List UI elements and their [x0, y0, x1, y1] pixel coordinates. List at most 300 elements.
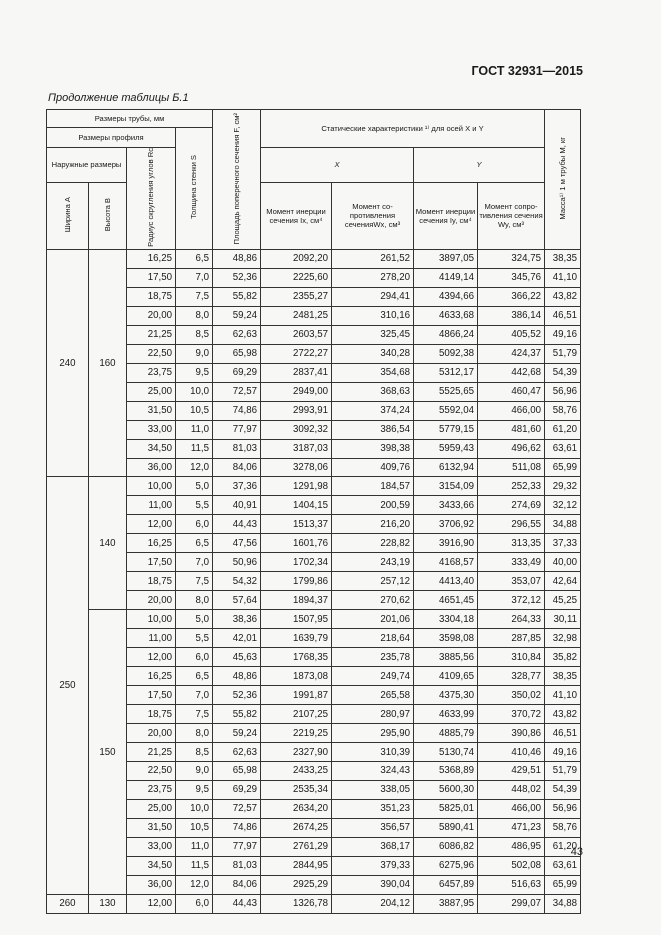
wall-cell: 6,0 — [176, 648, 213, 667]
radius-cell: 36,00 — [127, 458, 176, 477]
wall-cell: 6,0 — [176, 515, 213, 534]
wx-cell: 356,57 — [332, 818, 414, 837]
wall-cell: 5,0 — [176, 477, 213, 496]
header-wy: Момент сопро-тивления сечения Wy, см³ — [478, 182, 545, 249]
iy-cell: 5825,01 — [414, 799, 478, 818]
wy-cell: 424,37 — [478, 344, 545, 363]
table-row — [47, 363, 581, 382]
radius-cell: 21,25 — [127, 743, 176, 762]
wall-cell: 8,0 — [176, 591, 213, 610]
wall-cell: 9,0 — [176, 344, 213, 363]
mass-cell: 56,96 — [545, 799, 581, 818]
radius-cell: 25,00 — [127, 799, 176, 818]
table-row — [47, 837, 581, 856]
radius-cell: 17,50 — [127, 686, 176, 705]
ix-cell: 2993,91 — [261, 401, 332, 420]
document-code: ГОСТ 32931—2015 — [471, 64, 583, 78]
wall-cell: 7,0 — [176, 686, 213, 705]
wx-cell: 265,58 — [332, 686, 414, 705]
ix-cell: 1873,08 — [261, 667, 332, 686]
radius-cell: 18,75 — [127, 705, 176, 724]
radius-cell: 17,50 — [127, 268, 176, 287]
ix-cell: 2722,27 — [261, 344, 332, 363]
mass-cell: 61,20 — [545, 420, 581, 439]
table-row — [47, 553, 581, 572]
wx-cell: 338,05 — [332, 780, 414, 799]
wall-cell: 12,0 — [176, 875, 213, 894]
wy-cell: 313,35 — [478, 534, 545, 553]
ix-cell: 3187,03 — [261, 439, 332, 458]
mass-cell: 58,76 — [545, 818, 581, 837]
mass-cell: 43,82 — [545, 287, 581, 306]
wall-cell: 5,0 — [176, 610, 213, 629]
wy-cell: 429,51 — [478, 762, 545, 781]
radius-cell: 12,00 — [127, 894, 176, 913]
ix-cell: 1326,78 — [261, 894, 332, 913]
wy-cell: 516,63 — [478, 875, 545, 894]
mass-cell: 65,99 — [545, 875, 581, 894]
table-row — [47, 667, 581, 686]
wx-cell: 235,78 — [332, 648, 414, 667]
wx-cell: 294,41 — [332, 287, 414, 306]
table-row — [47, 705, 581, 724]
mass-cell: 38,35 — [545, 249, 581, 268]
wy-cell: 502,08 — [478, 856, 545, 875]
mass-cell: 54,39 — [545, 363, 581, 382]
area-cell: 45,63 — [213, 648, 261, 667]
iy-cell: 5592,04 — [414, 401, 478, 420]
wx-cell: 354,68 — [332, 363, 414, 382]
table-row — [47, 458, 581, 477]
mass-cell: 49,16 — [545, 743, 581, 762]
area-cell: 84,06 — [213, 458, 261, 477]
mass-cell: 63,61 — [545, 439, 581, 458]
wy-cell: 299,07 — [478, 894, 545, 913]
iy-cell: 4866,24 — [414, 325, 478, 344]
iy-cell: 6086,82 — [414, 837, 478, 856]
header-static: Статические характеристики ¹⁾ для осей X и Y — [261, 110, 545, 148]
wall-cell: 11,0 — [176, 837, 213, 856]
iy-cell: 4375,30 — [414, 686, 478, 705]
wall-cell: 10,5 — [176, 818, 213, 837]
wx-cell: 249,74 — [332, 667, 414, 686]
ix-cell: 2219,25 — [261, 724, 332, 743]
header-pipe-dims: Размеры трубы, мм — [47, 110, 213, 128]
wall-cell: 10,5 — [176, 401, 213, 420]
wy-cell: 296,55 — [478, 515, 545, 534]
iy-cell: 3706,92 — [414, 515, 478, 534]
table-row — [47, 780, 581, 799]
wy-cell: 264,33 — [478, 610, 545, 629]
radius-cell: 22,50 — [127, 344, 176, 363]
wy-cell: 372,12 — [478, 591, 545, 610]
wy-cell: 448,02 — [478, 780, 545, 799]
area-cell: 57,64 — [213, 591, 261, 610]
mass-cell: 61,20 — [545, 837, 581, 856]
wy-cell: 511,08 — [478, 458, 545, 477]
area-cell: 52,36 — [213, 686, 261, 705]
iy-cell: 3887,95 — [414, 894, 478, 913]
area-cell: 55,82 — [213, 287, 261, 306]
area-cell: 47,56 — [213, 534, 261, 553]
area-cell: 48,86 — [213, 667, 261, 686]
radius-cell: 31,50 — [127, 401, 176, 420]
radius-cell: 12,00 — [127, 515, 176, 534]
ix-cell: 2925,29 — [261, 875, 332, 894]
wx-cell: 204,12 — [332, 894, 414, 913]
height-b-cell: 150 — [89, 610, 127, 895]
ix-cell: 1404,15 — [261, 496, 332, 515]
wx-cell: 324,43 — [332, 762, 414, 781]
wy-cell: 466,00 — [478, 401, 545, 420]
wy-cell: 366,22 — [478, 287, 545, 306]
area-cell: 77,97 — [213, 420, 261, 439]
iy-cell: 3154,09 — [414, 477, 478, 496]
wy-cell: 486,95 — [478, 837, 545, 856]
wall-cell: 9,5 — [176, 363, 213, 382]
header-outer-dims: Наружные размеры — [47, 147, 127, 182]
wall-cell: 9,0 — [176, 762, 213, 781]
wx-cell: 310,16 — [332, 306, 414, 325]
area-cell: 72,57 — [213, 382, 261, 401]
iy-cell: 3885,56 — [414, 648, 478, 667]
area-cell: 62,63 — [213, 325, 261, 344]
iy-cell: 5525,65 — [414, 382, 478, 401]
table-row — [47, 534, 581, 553]
header-ix: Момент инерции сечения Ix, см⁴ — [261, 182, 332, 249]
wx-cell: 243,19 — [332, 553, 414, 572]
iy-cell: 5130,74 — [414, 743, 478, 762]
area-cell: 72,57 — [213, 799, 261, 818]
wx-cell: 409,76 — [332, 458, 414, 477]
wy-cell: 496,62 — [478, 439, 545, 458]
wx-cell: 261,52 — [332, 249, 414, 268]
iy-cell: 5600,30 — [414, 780, 478, 799]
iy-cell: 5779,15 — [414, 420, 478, 439]
header-mass: Масса¹⁾ 1 м трубы M, кг — [545, 110, 581, 250]
area-cell: 50,96 — [213, 553, 261, 572]
mass-cell: 34,88 — [545, 894, 581, 913]
radius-cell: 11,00 — [127, 496, 176, 515]
wall-cell: 6,5 — [176, 667, 213, 686]
table-row — [47, 762, 581, 781]
iy-cell: 5092,38 — [414, 344, 478, 363]
mass-cell: 51,79 — [545, 344, 581, 363]
area-cell: 69,29 — [213, 780, 261, 799]
mass-cell: 42,64 — [545, 572, 581, 591]
table-row — [47, 268, 581, 287]
header-radius: Радиус скругления углов Rc — [127, 147, 176, 249]
wx-cell: 216,20 — [332, 515, 414, 534]
area-cell: 48,86 — [213, 249, 261, 268]
table-row — [47, 496, 581, 515]
wy-cell: 252,33 — [478, 477, 545, 496]
wall-cell: 8,5 — [176, 743, 213, 762]
mass-cell: 29,32 — [545, 477, 581, 496]
table-row — [47, 724, 581, 743]
wx-cell: 374,24 — [332, 401, 414, 420]
wy-cell: 460,47 — [478, 382, 545, 401]
radius-cell: 16,25 — [127, 249, 176, 268]
wall-cell: 10,0 — [176, 799, 213, 818]
ix-cell: 2355,27 — [261, 287, 332, 306]
mass-cell: 51,79 — [545, 762, 581, 781]
radius-cell: 12,00 — [127, 648, 176, 667]
mass-cell: 56,96 — [545, 382, 581, 401]
table-row — [47, 818, 581, 837]
header-width: Ширина A — [47, 182, 89, 249]
iy-cell: 4651,45 — [414, 591, 478, 610]
wall-cell: 11,0 — [176, 420, 213, 439]
area-cell: 55,82 — [213, 705, 261, 724]
wy-cell: 350,02 — [478, 686, 545, 705]
wx-cell: 270,62 — [332, 591, 414, 610]
table-row — [47, 686, 581, 705]
wx-cell: 200,59 — [332, 496, 414, 515]
mass-cell: 41,10 — [545, 686, 581, 705]
iy-cell: 4394,66 — [414, 287, 478, 306]
mass-cell: 35,82 — [545, 648, 581, 667]
area-cell: 74,86 — [213, 818, 261, 837]
iy-cell: 5368,89 — [414, 762, 478, 781]
table-row — [47, 249, 581, 268]
pipe-dimensions-table — [46, 109, 581, 914]
area-cell: 59,24 — [213, 724, 261, 743]
header-wall: Толщина стенки S — [176, 128, 213, 250]
ix-cell: 1639,79 — [261, 629, 332, 648]
iy-cell: 6457,89 — [414, 875, 478, 894]
ix-cell: 1291,98 — [261, 477, 332, 496]
table-row — [47, 894, 581, 913]
iy-cell: 3598,08 — [414, 629, 478, 648]
iy-cell: 4149,14 — [414, 268, 478, 287]
wx-cell: 228,82 — [332, 534, 414, 553]
mass-cell: 46,51 — [545, 306, 581, 325]
wall-cell: 5,5 — [176, 496, 213, 515]
area-cell: 74,86 — [213, 401, 261, 420]
radius-cell: 33,00 — [127, 837, 176, 856]
wx-cell: 368,17 — [332, 837, 414, 856]
radius-cell: 21,25 — [127, 325, 176, 344]
header-iy: Момент инерции сечения Iy, см⁴ — [414, 182, 478, 249]
radius-cell: 18,75 — [127, 572, 176, 591]
table-row — [47, 610, 581, 629]
table-row — [47, 287, 581, 306]
area-cell: 69,29 — [213, 363, 261, 382]
radius-cell: 33,00 — [127, 420, 176, 439]
header-axis-y: Y — [414, 147, 545, 182]
wall-cell: 8,0 — [176, 306, 213, 325]
wy-cell: 386,14 — [478, 306, 545, 325]
iy-cell: 3897,05 — [414, 249, 478, 268]
iy-cell: 6275,96 — [414, 856, 478, 875]
mass-cell: 45,25 — [545, 591, 581, 610]
wx-cell: 310,39 — [332, 743, 414, 762]
width-a-cell: 260 — [47, 894, 89, 913]
header-area: Площадь поперечного сечения F, см² — [213, 110, 261, 250]
radius-cell: 10,00 — [127, 477, 176, 496]
area-cell: 44,43 — [213, 515, 261, 534]
iy-cell: 3916,90 — [414, 534, 478, 553]
area-cell: 81,03 — [213, 439, 261, 458]
ix-cell: 1768,35 — [261, 648, 332, 667]
table-row — [47, 743, 581, 762]
radius-cell: 36,00 — [127, 875, 176, 894]
radius-cell: 17,50 — [127, 553, 176, 572]
table-row — [47, 382, 581, 401]
area-cell: 54,32 — [213, 572, 261, 591]
table-body — [47, 249, 581, 913]
table-row — [47, 875, 581, 894]
wy-cell: 310,84 — [478, 648, 545, 667]
table-row — [47, 477, 581, 496]
iy-cell: 4633,99 — [414, 705, 478, 724]
mass-cell: 41,10 — [545, 268, 581, 287]
ix-cell: 2092,20 — [261, 249, 332, 268]
radius-cell: 23,75 — [127, 780, 176, 799]
iy-cell: 4885,79 — [414, 724, 478, 743]
table-row — [47, 856, 581, 875]
wy-cell: 333,49 — [478, 553, 545, 572]
radius-cell: 11,00 — [127, 629, 176, 648]
table-row — [47, 799, 581, 818]
wx-cell: 379,33 — [332, 856, 414, 875]
wy-cell: 442,68 — [478, 363, 545, 382]
area-cell: 65,98 — [213, 762, 261, 781]
iy-cell: 4633,68 — [414, 306, 478, 325]
table-row — [47, 325, 581, 344]
ix-cell: 2225,60 — [261, 268, 332, 287]
mass-cell: 37,33 — [545, 534, 581, 553]
table-row — [47, 420, 581, 439]
header-wx: Момент со-противления сеченияWx, см³ — [332, 182, 414, 249]
ix-cell: 2634,20 — [261, 799, 332, 818]
ix-cell: 3278,06 — [261, 458, 332, 477]
table-row — [47, 306, 581, 325]
table-row — [47, 515, 581, 534]
area-cell: 42,01 — [213, 629, 261, 648]
radius-cell: 34,50 — [127, 439, 176, 458]
wx-cell: 340,28 — [332, 344, 414, 363]
wx-cell: 325,45 — [332, 325, 414, 344]
area-cell: 44,43 — [213, 894, 261, 913]
iy-cell: 6132,94 — [414, 458, 478, 477]
mass-cell: 58,76 — [545, 401, 581, 420]
ix-cell: 1799,86 — [261, 572, 332, 591]
ix-cell: 2603,57 — [261, 325, 332, 344]
iy-cell: 4168,57 — [414, 553, 478, 572]
wx-cell: 278,20 — [332, 268, 414, 287]
table-row — [47, 344, 581, 363]
wy-cell: 274,69 — [478, 496, 545, 515]
ix-cell: 2481,25 — [261, 306, 332, 325]
wy-cell: 345,76 — [478, 268, 545, 287]
iy-cell: 3304,18 — [414, 610, 478, 629]
wall-cell: 7,5 — [176, 287, 213, 306]
ix-cell: 2949,00 — [261, 382, 332, 401]
wall-cell: 6,5 — [176, 249, 213, 268]
radius-cell: 10,00 — [127, 610, 176, 629]
table-row — [47, 439, 581, 458]
iy-cell: 5312,17 — [414, 363, 478, 382]
mass-cell: 34,88 — [545, 515, 581, 534]
radius-cell: 16,25 — [127, 534, 176, 553]
mass-cell: 30,11 — [545, 610, 581, 629]
header-height: Высота B — [89, 182, 127, 249]
ix-cell: 2837,41 — [261, 363, 332, 382]
wy-cell: 405,52 — [478, 325, 545, 344]
wall-cell: 8,0 — [176, 724, 213, 743]
wall-cell: 7,0 — [176, 268, 213, 287]
area-cell: 84,06 — [213, 875, 261, 894]
area-cell: 59,24 — [213, 306, 261, 325]
ix-cell: 1702,34 — [261, 553, 332, 572]
width-a-cell: 250 — [47, 477, 89, 894]
wx-cell: 218,64 — [332, 629, 414, 648]
ix-cell: 3092,32 — [261, 420, 332, 439]
area-cell: 40,91 — [213, 496, 261, 515]
area-cell: 81,03 — [213, 856, 261, 875]
radius-cell: 16,25 — [127, 667, 176, 686]
header-profile-dims: Размеры профиля — [47, 128, 176, 148]
wall-cell: 7,0 — [176, 553, 213, 572]
area-cell: 52,36 — [213, 268, 261, 287]
wx-cell: 398,38 — [332, 439, 414, 458]
wx-cell: 386,54 — [332, 420, 414, 439]
wy-cell: 353,07 — [478, 572, 545, 591]
wx-cell: 184,57 — [332, 477, 414, 496]
wx-cell: 390,04 — [332, 875, 414, 894]
wall-cell: 12,0 — [176, 458, 213, 477]
wx-cell: 351,23 — [332, 799, 414, 818]
ix-cell: 1513,37 — [261, 515, 332, 534]
radius-cell: 22,50 — [127, 762, 176, 781]
wy-cell: 328,77 — [478, 667, 545, 686]
mass-cell: 49,16 — [545, 325, 581, 344]
radius-cell: 18,75 — [127, 287, 176, 306]
wy-cell: 390,86 — [478, 724, 545, 743]
ix-cell: 2107,25 — [261, 705, 332, 724]
mass-cell: 40,00 — [545, 553, 581, 572]
table-row — [47, 572, 581, 591]
wall-cell: 11,5 — [176, 856, 213, 875]
wx-cell: 201,06 — [332, 610, 414, 629]
ix-cell: 2327,90 — [261, 743, 332, 762]
ix-cell: 2844,95 — [261, 856, 332, 875]
ix-cell: 1894,37 — [261, 591, 332, 610]
iy-cell: 5890,41 — [414, 818, 478, 837]
area-cell: 62,63 — [213, 743, 261, 762]
mass-cell: 32,98 — [545, 629, 581, 648]
wy-cell: 287,85 — [478, 629, 545, 648]
radius-cell: 20,00 — [127, 724, 176, 743]
mass-cell: 54,39 — [545, 780, 581, 799]
area-cell: 37,36 — [213, 477, 261, 496]
table-row — [47, 401, 581, 420]
mass-cell: 46,51 — [545, 724, 581, 743]
wall-cell: 7,5 — [176, 705, 213, 724]
wall-cell: 6,5 — [176, 534, 213, 553]
ix-cell: 1507,95 — [261, 610, 332, 629]
wy-cell: 410,46 — [478, 743, 545, 762]
area-cell: 38,36 — [213, 610, 261, 629]
iy-cell: 4413,40 — [414, 572, 478, 591]
ix-cell: 1991,87 — [261, 686, 332, 705]
wy-cell: 370,72 — [478, 705, 545, 724]
mass-cell: 43,82 — [545, 705, 581, 724]
iy-cell: 5959,43 — [414, 439, 478, 458]
table-row — [47, 629, 581, 648]
